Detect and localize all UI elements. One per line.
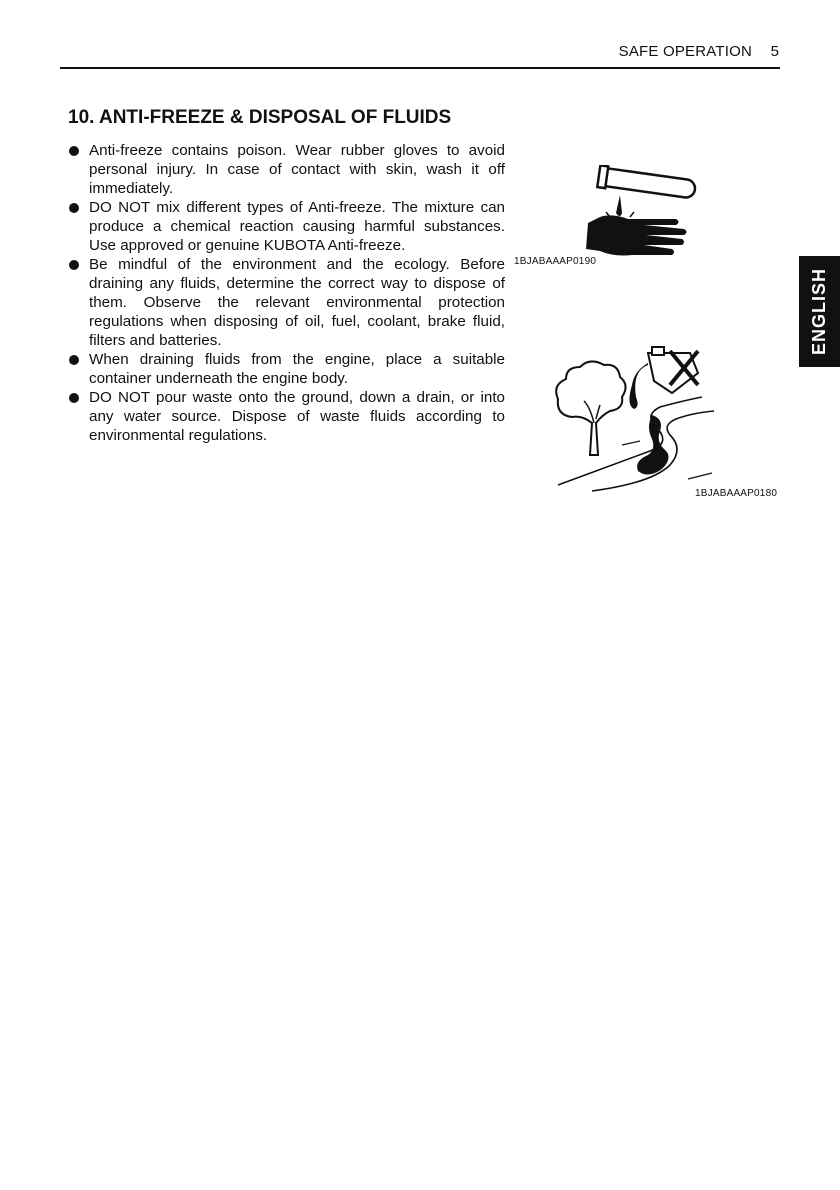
section-title: 10. ANTI-FREEZE & DISPOSAL OF FLUIDS [68, 107, 452, 128]
disposal-figure-caption: 1BJABAAAP0180 [695, 488, 778, 499]
list-item [68, 255, 505, 350]
fluid-disposal-illustration [552, 345, 722, 493]
list-item [68, 141, 505, 198]
bullet-text: Be mindful of the environment and the ecology. Before draining any fluids, determine the correct way to dispose of them. Observe the relevant environmental protection regulations when disposing of oil, fuel, coolant, brake fluid, filters and batteries. [89, 256, 505, 349]
bullet-icon [69, 260, 79, 270]
bullet-icon [69, 203, 79, 213]
language-tab [799, 256, 840, 367]
bullet-icon [69, 355, 79, 365]
chemical-on-hand-illustration [580, 165, 700, 260]
bullet-icon [69, 393, 79, 403]
list-item [68, 350, 505, 388]
header-rule [60, 67, 780, 69]
page-number: 5 [770, 43, 779, 60]
hand-figure-caption: 1BJABAAAP0190 [514, 256, 597, 267]
safety-bullet-list [68, 141, 505, 445]
page-header-section: SAFE OPERATION [618, 43, 752, 60]
language-tab-label: ENGLISH [809, 267, 830, 356]
bullet-text: When draining fluids from the engine, place a suitable container underneath the engine body. [89, 351, 505, 387]
list-item [68, 388, 505, 445]
bullet-icon [69, 146, 79, 156]
bullet-text: Anti-freeze contains poison. Wear rubber gloves to avoid personal injury. In case of contact with skin, wash it off immediately. [89, 142, 505, 197]
list-item [68, 198, 505, 255]
bullet-text: DO NOT mix different types of Anti-freeze. The mixture can produce a chemical reaction causing harmful substances. Use approved or genuine KUBOTA Anti-freeze. [89, 199, 505, 254]
bullet-text: DO NOT pour waste onto the ground, down a drain, or into any water source. Dispose of waste fluids according to environmental regulations. [89, 389, 505, 444]
